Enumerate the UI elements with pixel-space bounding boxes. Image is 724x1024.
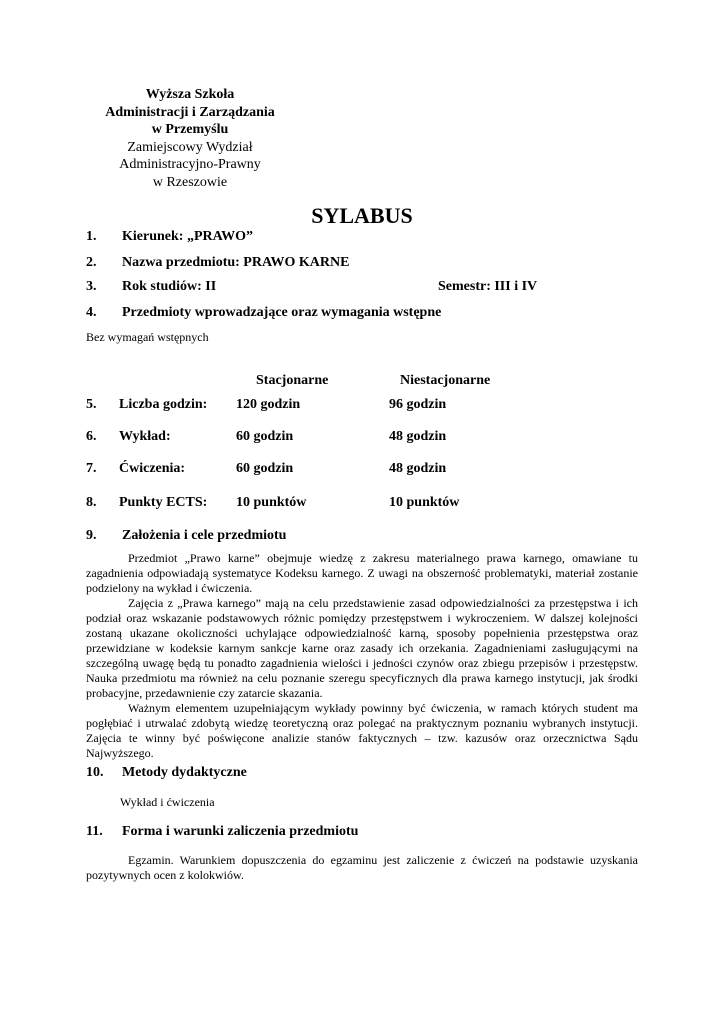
row-number: 8. (86, 495, 97, 510)
section-11-number: 11. (86, 824, 103, 839)
exam-paragraph: Egzamin. Warunkiem dopuszczenia do egzaminu jest zaliczenie z ćwiczeń na podstawie uzyskania pozytywnych ocen z kolokwiów. (86, 853, 638, 882)
document-title: SYLABUS (311, 203, 413, 228)
section-11-text: Forma i warunki zaliczenia przedmiotu (122, 824, 359, 839)
section-2-number: 2. (86, 255, 97, 270)
row-value-niestacjonarne: 10 punktów (389, 495, 460, 510)
section-9-number: 9. (86, 528, 97, 543)
table-row (86, 397, 646, 417)
section-3-semester: Semestr: III i IV (438, 279, 538, 294)
institution-header (92, 86, 288, 191)
header-line-3: w Przemyślu (151, 122, 229, 137)
row-value-niestacjonarne: 48 godzin (389, 429, 447, 444)
table-row (86, 461, 646, 481)
row-value-stacjonarne: 60 godzin (236, 461, 294, 476)
section-1-text: Kierunek: „PRAWO” (122, 229, 254, 244)
header-line-1: Wyższa Szkoła (145, 87, 235, 102)
row-number: 7. (86, 461, 97, 476)
header-line-4: Zamiejscowy Wydział (127, 139, 253, 155)
goals-paragraph-1: Przedmiot „Prawo karne” obejmuje wiedzę z zakresu materialnego prawa karnego, omawiane tu zagadnienia odpowiadają systematyce Kodeksu karnego. Z uwagi na obszerność problematyki, materiał zostanie podzielony na wykład i ćwiczenia. (86, 551, 638, 595)
goals-paragraph-2: Zajęcia z „Prawa karnego” mają na celu przedstawienie zasad odpowiedzialności za przestępstwa i ich podział oraz wskazanie podstawowych różnic pomiędzy przestępstwem i wykroczeniem. W dalszej kolejności zostaną ukazane okoliczności uchylające odpowiedzialność karną, sposoby popełnienia przestępstwa oraz przewidziane w kodeksie karnym sankcje karne oraz zasady ich orzekania. Zagadnieniami zasługującymi na szczególną uwagę będą tu ponadto zagadnienia wielości i jedności czynów oraz zbiegu przepisów i przestępstw. Nauka przedmiotu ma również na celu poznanie szeregu specyficznych dla prawa karnego instytucji, jak środki probacyjne, przedawnienie czy zatarcie skazania. (86, 596, 638, 700)
row-value-stacjonarne: 10 punktów (236, 495, 307, 510)
header-line-6: w Rzeszowie (152, 174, 228, 190)
row-value-niestacjonarne: 96 godzin (389, 397, 447, 412)
row-label: Liczba godzin: (119, 397, 208, 412)
section-10-body: Wykład i ćwiczenia (120, 795, 215, 809)
section-10-text: Metody dydaktyczne (122, 765, 247, 780)
section-3-number: 3. (86, 279, 97, 294)
section-3-text: Rok studiów: II (122, 279, 217, 294)
section-4-body: Bez wymagań wstępnych (86, 330, 209, 344)
row-number: 6. (86, 429, 97, 444)
row-value-niestacjonarne: 48 godzin (389, 461, 447, 476)
section-10-number: 10. (86, 765, 104, 780)
table-row (86, 495, 646, 515)
section-2-text: Nazwa przedmiotu: PRAWO KARNE (122, 255, 350, 270)
row-label: Wykład: (119, 429, 171, 444)
row-value-stacjonarne: 120 godzin (236, 397, 301, 412)
row-value-stacjonarne: 60 godzin (236, 429, 294, 444)
header-line-5: Administracyjno-Prawny (119, 157, 261, 172)
column-header-niestacjonarne: Niestacjonarne (400, 373, 491, 388)
header-line-2: Administracji i Zarządzania (105, 104, 275, 120)
row-label: Punkty ECTS: (119, 495, 208, 510)
goals-paragraph-3: Ważnym elementem uzupełniającym wykłady powinny być ćwiczenia, w ramach których student ma pogłębiać i utrwalać zdobytą wiedzę teoretyczną oraz polegać na praktycznym poznaniu wybranych instytucji. Zajęcia te winny być poświęcone analizie stanów faktycznych – tzw. kazusów oraz orzecznictwa Sądu Najwyższego. (86, 701, 638, 760)
column-header-stacjonarne: Stacjonarne (256, 373, 329, 388)
exam-paragraph-block (86, 853, 638, 883)
section-9-text: Założenia i cele przedmiotu (122, 528, 287, 543)
section-4-text: Przedmioty wprowadzające oraz wymagania wstępne (122, 305, 442, 320)
section-1-number: 1. (86, 229, 97, 244)
table-row (86, 429, 646, 449)
row-number: 5. (86, 397, 97, 412)
goals-paragraphs (86, 551, 638, 761)
row-label: Ćwiczenia: (119, 461, 186, 476)
section-4-number: 4. (86, 305, 97, 320)
